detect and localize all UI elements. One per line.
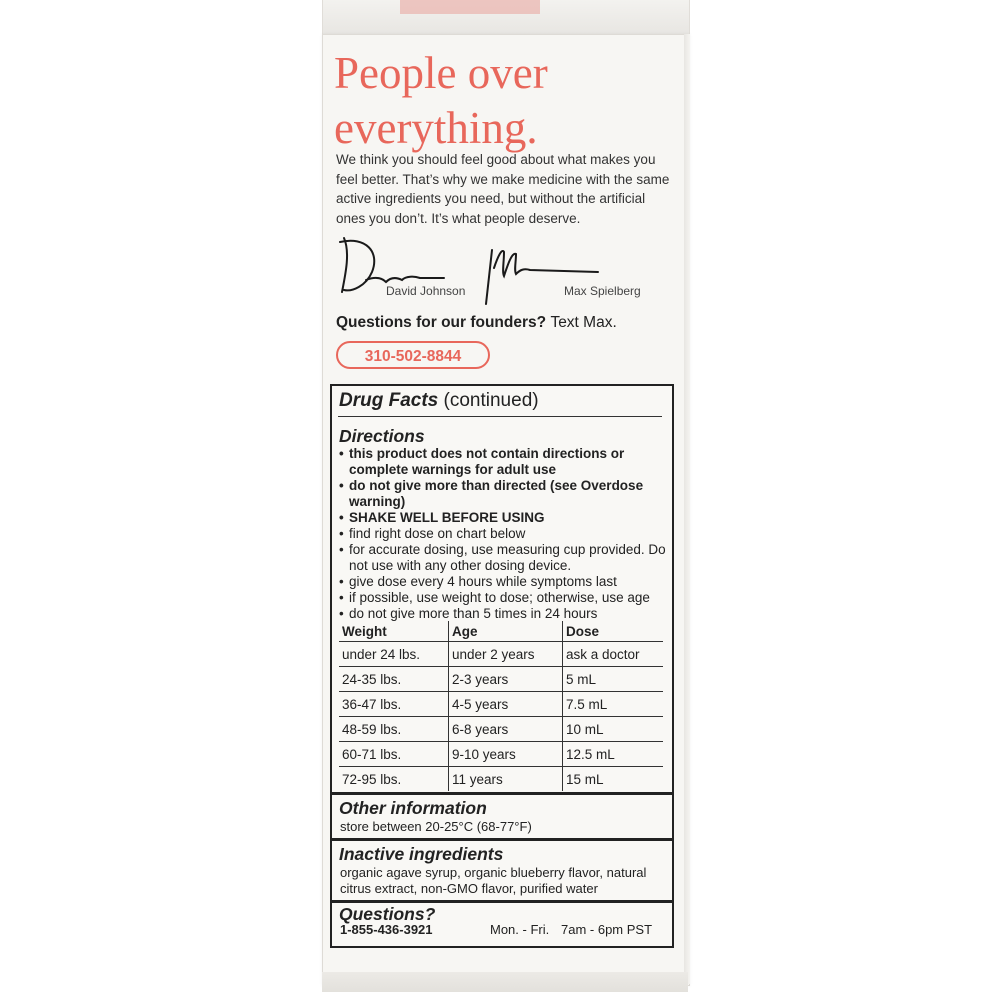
cell-weight: 60-71 lbs. (339, 742, 449, 767)
section-divider (332, 792, 672, 795)
drug-facts-title-suffix: (continued) (443, 390, 539, 411)
table-row (339, 667, 663, 692)
drug-facts-title (339, 390, 539, 412)
cell-dose: 15 mL (563, 767, 664, 792)
box-side-shadow (684, 34, 690, 984)
table-row (339, 642, 663, 667)
founders-question-regular: Text Max. (550, 314, 617, 331)
cell-dose: 10 mL (563, 717, 664, 742)
other-information-text: store between 20-25°C (68-77°F) (340, 819, 532, 834)
questions-phone: 1-855-436-3921 (340, 922, 433, 937)
questions-heading: Questions? (339, 904, 436, 924)
founders-question-bold: Questions for our founders? (336, 314, 547, 331)
box-top-color-band (400, 0, 540, 14)
directions-list (339, 446, 669, 622)
cell-dose: 5 mL (563, 667, 664, 692)
cell-weight: under 24 lbs. (339, 642, 449, 667)
header-dose: Dose (563, 621, 664, 642)
founder-phone-number: 310-502-8844 (336, 341, 490, 369)
cell-age: 9-10 years (449, 742, 563, 767)
cell-age: 6-8 years (449, 717, 563, 742)
cell-age: under 2 years (449, 642, 563, 667)
questions-hours: 7am - 6pm PST (561, 922, 653, 937)
cell-weight: 72-95 lbs. (342, 771, 402, 787)
direction-item: • give dose every 4 hours while symptoms last (339, 574, 669, 590)
header-weight: Weight (339, 621, 449, 642)
direction-item: • find right dose on chart below (339, 526, 669, 542)
section-divider (332, 900, 672, 903)
drug-facts-title-bold: Drug Facts (339, 390, 439, 411)
intro-text: We think you should feel good about what makes you feel better. That’s why we make medicine with the same active ingredients you need, but without the artificial ones you don’t. It’s what people deserve. (336, 152, 670, 226)
box-bottom-edge (322, 972, 688, 992)
founder-name-1: David Johnson (386, 284, 466, 298)
dosage-table-header (339, 621, 663, 642)
other-information-heading: Other information (339, 798, 487, 818)
direction-item: • for accurate dosing, use measuring cup provided. Do not use with any other dosing device. (339, 542, 669, 574)
table-row (339, 692, 663, 717)
drug-facts-panel (330, 384, 674, 948)
inactive-ingredients-heading: Inactive ingredients (339, 844, 504, 864)
founder-name-2: Max Spielberg (564, 284, 641, 298)
cell-age: 4-5 years (449, 692, 563, 717)
direction-item: • do not give more than 5 times in 24 hours (339, 606, 669, 622)
direction-item: • if possible, use weight to dose; otherwise, use age (339, 590, 669, 606)
dosage-table (339, 621, 663, 791)
section-divider (332, 838, 672, 841)
cell-dose: 12.5 mL (563, 742, 664, 767)
direction-item: • do not give more than directed (see Overdose warning) (339, 478, 669, 510)
table-row (339, 767, 663, 792)
inactive-ingredients-text: organic agave syrup, organic blueberry flavor, natural citrus extract, non-GMO flavor, purified water (340, 865, 647, 896)
direction-item: • this product does not contain directions or complete warnings for adult use (339, 446, 669, 478)
cell-age: 2-3 years (449, 667, 563, 692)
cell-age: 11 years (449, 767, 563, 792)
cell-weight: 48-59 lbs. (339, 717, 449, 742)
direction-item: • SHAKE WELL BEFORE USING (339, 510, 669, 526)
questions-days: Mon. - Fri. (490, 922, 550, 937)
headline: People over everything. (334, 48, 548, 153)
header-age: Age (449, 621, 563, 642)
founders-question (336, 314, 617, 332)
cell-weight: 24-35 lbs. (339, 667, 449, 692)
cell-dose: 7.5 mL (563, 692, 664, 717)
cell-dose: ask a doctor (563, 642, 664, 667)
table-row (339, 742, 663, 767)
table-row (339, 717, 663, 742)
directions-heading: Directions (339, 426, 425, 446)
cell-weight: 36-47 lbs. (339, 692, 449, 717)
divider (338, 416, 662, 417)
